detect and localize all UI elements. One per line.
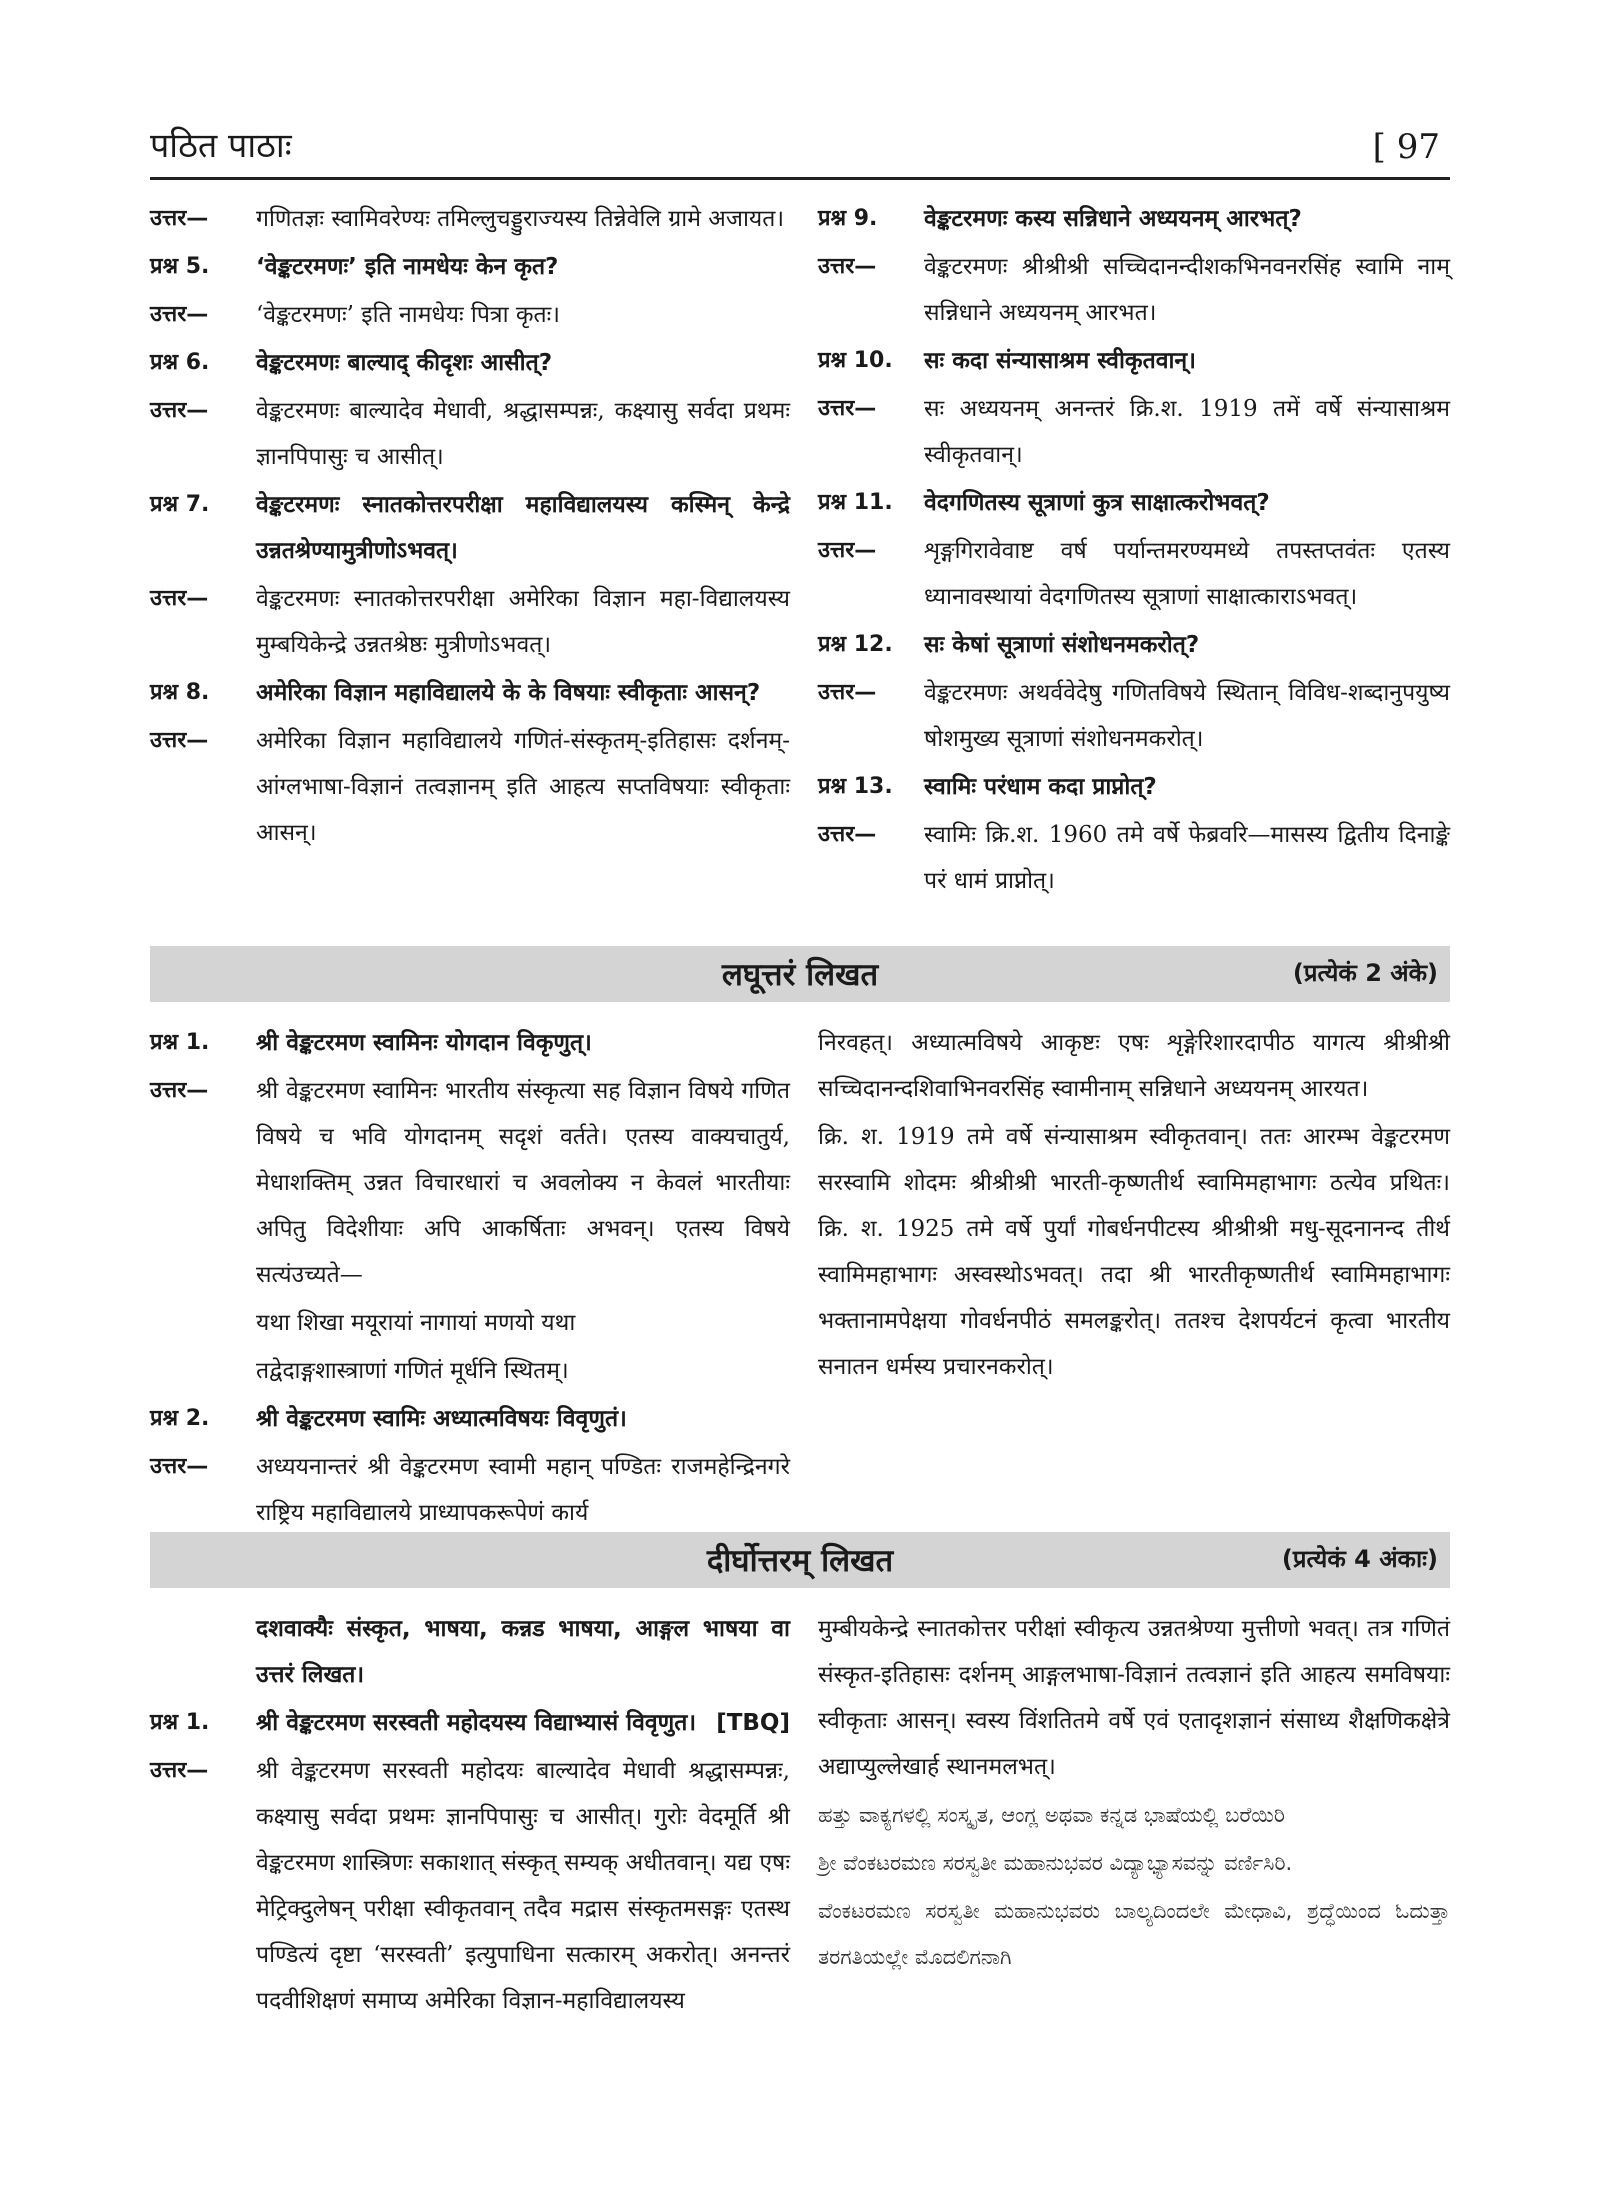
- question: [818, 338, 1450, 384]
- question-text: श्री वेङ्कटरमण स्वामिः अध्यात्मविषयः विवृणुतं।: [256, 1406, 627, 1432]
- question-label: प्रश्न 12.: [818, 632, 893, 657]
- tbq-tag: [TBQ]: [716, 1710, 790, 1736]
- answer-text: वेङ्कटरमणः बाल्यादेव मेधावी, श्रद्धासम्पन्नः, कक्ष्यासु सर्वदा प्रथमः ज्ञानपिपासुः च आसीत्।: [256, 398, 790, 470]
- question-label: प्रश्न 1.: [150, 1030, 210, 1055]
- answer-text: शृङ्गगिरावेवाष्ट वर्ष पर्यान्तमरण्यमध्ये तपस्तप्तवंतः एतस्य ध्यानावस्थायां वेदगणितस्य सूत्राणां साक्षात्काराऽभवत्।: [924, 538, 1450, 610]
- answer: [818, 670, 1450, 762]
- answer-label: उत्तर—: [150, 1454, 209, 1479]
- question-label: प्रश्न 11.: [818, 490, 893, 515]
- paragraph: मुम्बीयकेन्द्रे स्नातकोत्तर परीक्षां स्वीकृत्य उन्नतश्रेण्या मुत्तीणो भवत्। तत्र गणितं संस्कृत-इतिहासः दर्शनम् आङ्गलभाषा-विज्ञानं तत्वज्ञानं इति आहत्य समविषयाः स्वीकृताः आसन्। स्वस्य विंशतितमे वर्षे एवं एतादृशज्ञानं संसाध्य शैक्षणिकक्षेत्रे अद्याप्युल्लेखार्ह स्थानमलभत्।: [818, 1616, 1450, 1780]
- long-right-column: [818, 1606, 1450, 1982]
- answer-text: ‘वेङ्कटरमणः’ इति नामधेयः पित्रा कृतः।: [256, 302, 561, 328]
- qa-top-left-column: [150, 196, 790, 858]
- answer-label: उत्तर—: [150, 1758, 209, 1783]
- page-header: [150, 118, 1450, 180]
- kannada-question: ಶ್ರೀ ವೆಂಕಟರಮಣ ಸರಸ್ವತೀ ಮಹಾನುಭವರ ವಿದ್ಯಾಭ್ಯಾಸವನ್ನು ವರ್ಣಿಸಿರಿ.: [818, 1851, 1293, 1875]
- answer: [818, 244, 1450, 336]
- section-title: लघूत्तरं लिखत: [721, 957, 879, 993]
- question-text: श्री वेङ्कटरमण स्वामिनः योगदान विकृणुत्।: [256, 1030, 592, 1056]
- question-text: वेङ्कटरमणः कस्य सन्निधाने अध्ययनम् आरभत्?: [924, 206, 1302, 232]
- question: [150, 244, 790, 290]
- answer-label: उत्तर—: [150, 1078, 209, 1103]
- long-left-column: [150, 1606, 790, 2026]
- question: [150, 340, 790, 386]
- paragraph: निरवहत्। अध्यात्मविषये आकृष्टः एषः शृङ्गेरिशारदापीठ यागत्य श्रीश्रीश्री सच्चिदानन्दशिवाभिनवरसिंह स्वामीनाम् सन्निधाने अध्ययनम् आरयत।: [818, 1030, 1450, 1102]
- answer: [818, 812, 1450, 904]
- question: [150, 1396, 790, 1442]
- answer: [150, 1444, 790, 1536]
- answer: [150, 388, 790, 480]
- question-label: प्रश्न 9.: [818, 206, 878, 231]
- kannada-answer: ವೆಂಕಟರಮಣ ಸರಸ್ವತೀ ಮಹಾನುಭವರು ಬಾಲ್ಯದಿಂದಲೇ ಮೇಧಾವಿ, ಶ್ರದ್ಧೆಯಿಂದ ಓದುತ್ತಾ ತರಗತಿಯಲ್ಲೇ ಮೊದಲಿಗನಾಗಿ: [818, 1899, 1450, 1969]
- qa-top-right-column: [818, 196, 1450, 906]
- short-left-column: [150, 1020, 790, 1538]
- answer-text: अमेरिका विज्ञान महाविद्यालये गणितं-संस्कृतम्-इतिहासः दर्शनम्-आंग्लभाषा-विज्ञानं तत्वज्ञानम् इति आहत्य सप्तविषयाः स्वीकृताः आसन्।: [256, 728, 790, 846]
- question-label: प्रश्न 2.: [150, 1406, 210, 1431]
- answer: [150, 196, 790, 242]
- question-text: वेङ्कटरमणः स्नातकोत्तरपरीक्षा महाविद्यालयस्य कस्मिन् केन्द्रे उन्नतश्रेण्यामुत्रीणोऽभवत्।: [256, 492, 790, 564]
- section-band-long: [150, 1532, 1450, 1588]
- question-text: ‘वेङ्कटरमणः’ इति नामधेयः केन कृत?: [256, 254, 559, 280]
- question-text: वेङ्कटरमणः बाल्याद् कीदृशः आसीत्?: [256, 350, 553, 376]
- answer-text: श्री वेङ्कटरमण स्वामिनः भारतीय संस्कृत्या सह विज्ञान विषये गणित विषये च भवि योगदानम् सदृशं वर्तते। एतस्य वाक्यचातुर्य, मेधाशक्तिम् उन्नत विचारधारां च अवलोक्य न केवलं भारतीयाः अपितु विदेशीयाः अपि आकर्षिताः अभवन्। एतस्य विषये सत्यंउच्यते—: [256, 1078, 790, 1288]
- answer-text: गणितज्ञः स्वामिवरेण्यः तमिल्लुचड्डुराज्यस्य तिन्नेवेलि ग्रामे अजायत।: [256, 206, 785, 232]
- answer-label: उत्तर—: [818, 396, 877, 421]
- question-text: अमेरिका विज्ञान महाविद्यालये के के विषयाः स्वीकृताः आसन्?: [256, 680, 761, 706]
- answer-label: उत्तर—: [150, 302, 209, 327]
- answer: [818, 528, 1450, 620]
- question: [818, 480, 1450, 526]
- instruction: दशवाक्यैः संस्कृत, भाषया, कन्नड भाषया, आङ्गल भाषया वा उत्तरं लिखत।: [256, 1616, 790, 1688]
- question: [150, 482, 790, 574]
- answer-label: उत्तर—: [150, 206, 209, 231]
- paragraph: क्रि. श. 1919 तमे वर्षे संन्यासाश्रम स्वीकृतवान्। ततः आरम्भ वेङ्कटरमण सरस्वामि शोदमः श्रीश्रीश्री भारती-कृष्णतीर्थ स्वामिमहाभागः ठत्येव प्रथितः। क्रि. श. 1925 तमे वर्षे पुर्यां गोबर्धनपीटस्य श्रीश्रीश्री मधु-सूदनानन्द तीर्थ स्वामिमहाभागः अस्वस्थोऽभवत्। तदा श्री भारतीकृष्णतीर्थ स्वामिमहाभागः भक्तानामपेक्षया गोवर्धनपीठं समलङ्करोत्। ततश्च देशपर्यटनं कृत्वा भारतीय सनातन धर्मस्य प्रचारनकरोत्।: [818, 1124, 1450, 1380]
- page-number: [ 97: [1372, 127, 1440, 167]
- answer: [150, 576, 790, 668]
- question: [150, 1020, 790, 1066]
- question-label: प्रश्न 8.: [150, 680, 210, 705]
- answer-text: स्वामिः क्रि.श. 1960 तमे वर्षे फेब्रवरि—मासस्य द्वितीय दिनाङ्के परं धामं प्राप्नोत्।: [924, 822, 1450, 894]
- answer-label: उत्तर—: [818, 680, 877, 705]
- section-marks: (प्रत्येकं 4 अंकाः): [1281, 1545, 1438, 1573]
- question-label: प्रश्न 10.: [818, 348, 893, 373]
- question-body: श्री वेङ्कटरमण सरस्वती महोदयस्य विद्याभ्यासं विवृणुत।: [256, 1710, 697, 1736]
- section-marks: (प्रत्येकं 2 अंके): [1292, 959, 1438, 987]
- question-label: प्रश्न 7.: [150, 492, 210, 517]
- question-text: सः केषां सूत्राणां संशोधनमकरोत्?: [924, 632, 1200, 658]
- answer: [150, 292, 790, 338]
- short-right-column: [818, 1020, 1450, 1392]
- answer-label: उत्तर—: [150, 728, 209, 753]
- question-label: प्रश्न 6.: [150, 350, 210, 375]
- question-label: प्रश्न 13.: [818, 774, 893, 799]
- section-title: दीर्घोत्तरम् लिखत: [706, 1543, 894, 1579]
- question: [818, 196, 1450, 242]
- answer-text: सः अध्ययनम् अनन्तरं क्रि.श. 1919 तमें वर्षे संन्यासाश्रम स्वीकृतवान्।: [924, 396, 1450, 468]
- answer: [150, 718, 790, 856]
- answer-label: उत्तर—: [818, 254, 877, 279]
- verse-line: यथा शिखा मयूरायां नागायां मणयो यथा: [256, 1310, 576, 1336]
- answer-label: उत्तर—: [818, 822, 877, 847]
- answer-label: उत्तर—: [150, 398, 209, 423]
- question-text: [256, 1700, 790, 1746]
- answer-text: श्री वेङ्कटरमण सरस्वती महोदयः बाल्यादेव मेधावी श्रद्धासम्पन्नः, कक्ष्यासु सर्वदा प्रथमः ज्ञानपिपासुः च आसीत्। गुरोः वेदमूर्ति श्री वेङ्कटरमण शास्त्रिणः सकाशात् संस्कृत् सम्यक् अधीतवान्। यद्य एषः मेट्रिक्दुलेषन् परीक्षा स्वीकृतवान् तदैव मद्रास संस्कृतमसङ्गः एतस्थ पण्डित्यं दृष्टा ‘सरस्वती’ इत्युपाधिना सत्कारम् अकरोत्। अनन्तरं पदवीशिक्षणं समाप्य अमेरिका विज्ञान-महाविद्यालयस्य: [256, 1758, 790, 2014]
- answer-text: वेङ्कटरमणः स्नातकोत्तरपरीक्षा अमेरिका विज्ञान महा-विद्यालयस्य मुम्बयिकेन्द्रे उन्नतश्रेष्ठः मुत्रीणोऽभवत्।: [256, 586, 790, 658]
- answer-label: उत्तर—: [818, 538, 877, 563]
- question-text: सः कदा संन्यासाश्रम स्वीकृतवान्।: [924, 348, 1196, 374]
- answer-text: वेङ्कटरमणः अथर्ववेदेषु गणितविषये स्थितान् विविध-शब्दानुपयुष्य षोशमुख्य सूत्राणां संशोधनमकरोत्।: [924, 680, 1450, 752]
- answer: [150, 1068, 790, 1298]
- kannada-instruction: ಹತ್ತು ವಾಕ್ಯಗಳಲ್ಲಿ ಸಂಸ್ಕೃತ, ಆಂಗ್ಲ ಅಥವಾ ಕನ್ನಡ ಭಾಷೆಯಲ್ಲಿ ಬರೆಯಿರಿ: [818, 1803, 1285, 1827]
- answer: [818, 386, 1450, 478]
- question: [818, 764, 1450, 810]
- answer-text: वेङ्कटरमणः श्रीश्रीश्री सच्चिदानन्दीशकभिनवनरसिंह स्वामि नाम् सन्निधाने अध्ययनम् आरभत।: [924, 254, 1450, 326]
- section-band-short: [150, 946, 1450, 1002]
- running-title: पठित पाठाः: [150, 126, 292, 166]
- question: [150, 1700, 790, 1746]
- verse-line: तद्वेदाङ्गशास्त्राणां गणितं मूर्धनि स्थितम्।: [256, 1358, 569, 1384]
- question: [150, 670, 790, 716]
- question-text: वेदगणितस्य सूत्राणां कुत्र साक्षात्करोभवत्?: [924, 490, 1270, 516]
- question: [818, 622, 1450, 668]
- question-text: स्वामिः परंधाम कदा प्राप्नोत्?: [924, 774, 1157, 800]
- answer-text: अध्ययनान्तरं श्री वेङ्कटरमण स्वामी महान् पण्डितः राजमहेन्द्रिनगरे राष्ट्रिय महाविद्यालये प्राध्यापकरूपेणं कार्य: [256, 1454, 790, 1526]
- question-label: प्रश्न 5.: [150, 254, 210, 279]
- question-label: प्रश्न 1.: [150, 1710, 210, 1735]
- answer-label: उत्तर—: [150, 586, 209, 611]
- answer: [150, 1748, 790, 2024]
